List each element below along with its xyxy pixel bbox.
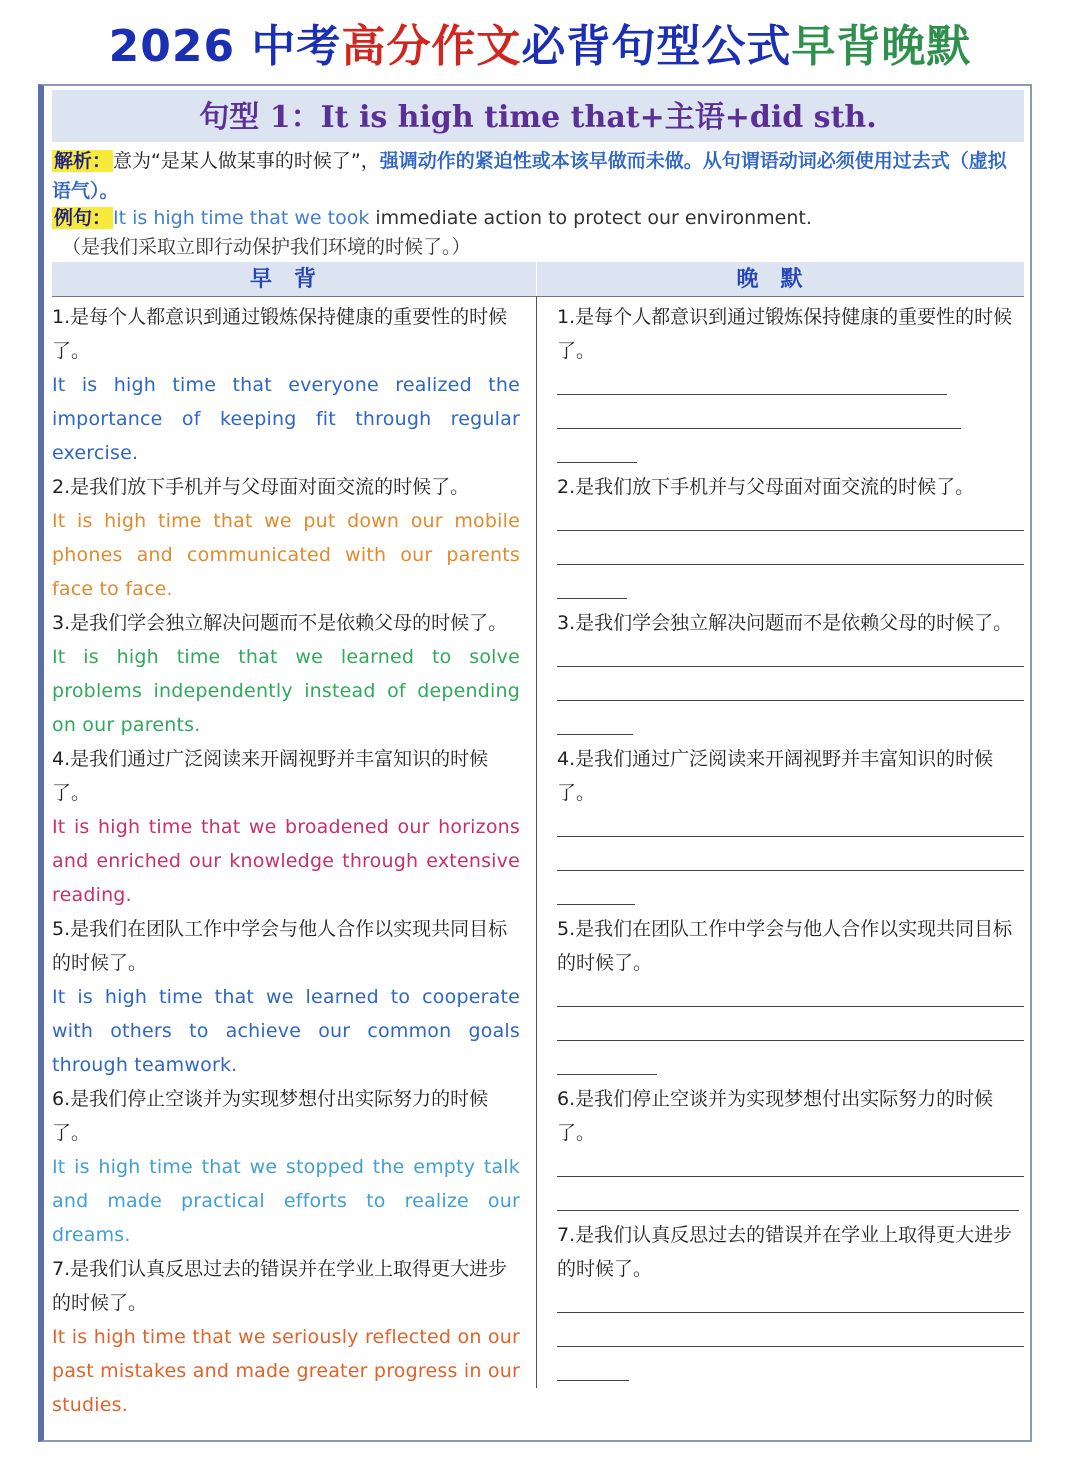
example-tag: 例句：	[54, 207, 112, 229]
answer-line[interactable]	[557, 674, 1024, 708]
answer-line[interactable]	[557, 1048, 1024, 1082]
example-translation: （是我们采取立即行动保护我们环境的时候了。）	[62, 236, 471, 258]
answer-line[interactable]	[557, 980, 1024, 1014]
pattern-label: 句型 1：It is high time that+主语+did sth.	[199, 100, 877, 135]
answer-line[interactable]	[557, 572, 1024, 606]
dictate-column	[557, 300, 1024, 1388]
example-section	[52, 204, 1024, 232]
answer-line[interactable]	[557, 368, 1024, 402]
column-header-dictate: 晚默	[537, 262, 1024, 296]
dictate-item-5: 5.是我们在团队工作中学会与他人合作以实现共同目标的时候了。	[557, 912, 1024, 1082]
memorize-item-6: 6.是我们停止空谈并为实现梦想付出实际努力的时候了。 It is high time that we stopped the empty talk and made practical efforts to realize our dreams.	[52, 1088, 520, 1246]
answer-line[interactable]	[557, 878, 1024, 912]
answer-line[interactable]	[557, 640, 1024, 674]
answer-line[interactable]	[557, 402, 1024, 436]
answer-line[interactable]	[557, 708, 1024, 742]
answer-line[interactable]	[557, 538, 1024, 572]
analysis-section	[52, 146, 1024, 206]
answer-line[interactable]	[557, 1286, 1024, 1320]
memorize-item-2: 2.是我们放下手机并与父母面对面交流的时候了。 It is high time that we put down our mobile phones and communicated with our parents face to face.	[52, 476, 520, 600]
header-divider	[52, 296, 1024, 297]
example-en-highlight: It is high time that we took	[113, 207, 370, 229]
analysis-text-1: 意为“是某人做某事的时候了”，	[113, 150, 380, 172]
memorize-item-5: 5.是我们在团队工作中学会与他人合作以实现共同目标的时候了。 It is high time that we learned to cooperate with others to achieve our common goals through teamwork.	[52, 918, 520, 1076]
answer-line[interactable]	[557, 1354, 1024, 1388]
memorize-item-3: 3.是我们学会独立解决问题而不是依赖父母的时候了。 It is high time that we learned to solve problems independently instead of depending on our parents.	[52, 612, 520, 736]
example-en-rest: immediate action to protect our environment.	[369, 207, 812, 229]
analysis-tag: 解析：	[54, 150, 112, 172]
answer-line[interactable]	[557, 844, 1024, 878]
column-divider	[536, 296, 537, 1388]
answer-line[interactable]	[557, 504, 1024, 538]
pattern-header	[52, 90, 1024, 142]
dictate-item-6: 6.是我们停止空谈并为实现梦想付出实际努力的时候了。	[557, 1082, 1024, 1218]
memorize-item-7: 7.是我们认真反思过去的错误并在学业上取得更大进步的时候了。 It is high time that we seriously reflected on our past mistakes and made greater progress in our studies.	[52, 1258, 520, 1416]
answer-line[interactable]	[557, 1014, 1024, 1048]
dictate-item-1: 1.是每个人都意识到通过锻炼保持健康的重要性的时候了。	[557, 300, 1024, 470]
answer-line[interactable]	[557, 1184, 1024, 1218]
answer-line[interactable]	[557, 1150, 1024, 1184]
page-title: 2026 中考高分作文必背句型公式早背晚默	[108, 21, 972, 72]
memorize-item-4: 4.是我们通过广泛阅读来开阔视野并丰富知识的时候了。 It is high time that we broadened our horizons and enriched our knowledge through extensive reading.	[52, 748, 520, 906]
dictate-item-7: 7.是我们认真反思过去的错误并在学业上取得更大进步的时候了。	[557, 1218, 1024, 1388]
answer-line[interactable]	[557, 436, 1024, 470]
column-header-memorize: 早背	[52, 262, 536, 296]
memorize-item-1: 1.是每个人都意识到通过锻炼保持健康的重要性的时候了。 It is high time that everyone realized the importance of keeping fit through regular exercise.	[52, 306, 520, 464]
dictate-item-3: 3.是我们学会独立解决问题而不是依赖父母的时候了。	[557, 606, 1024, 742]
answer-line[interactable]	[557, 1320, 1024, 1354]
answer-line[interactable]	[557, 810, 1024, 844]
memorize-column	[52, 300, 520, 1422]
dictate-item-4: 4.是我们通过广泛阅读来开阔视野并丰富知识的时候了。	[557, 742, 1024, 912]
analysis-text-2: 强调动作的紧迫性或本该早做而未做。从句谓语动词必须使用过去式（虚拟语气）。	[52, 150, 1007, 202]
dictate-item-2: 2.是我们放下手机并与父母面对面交流的时候了。	[557, 470, 1024, 606]
